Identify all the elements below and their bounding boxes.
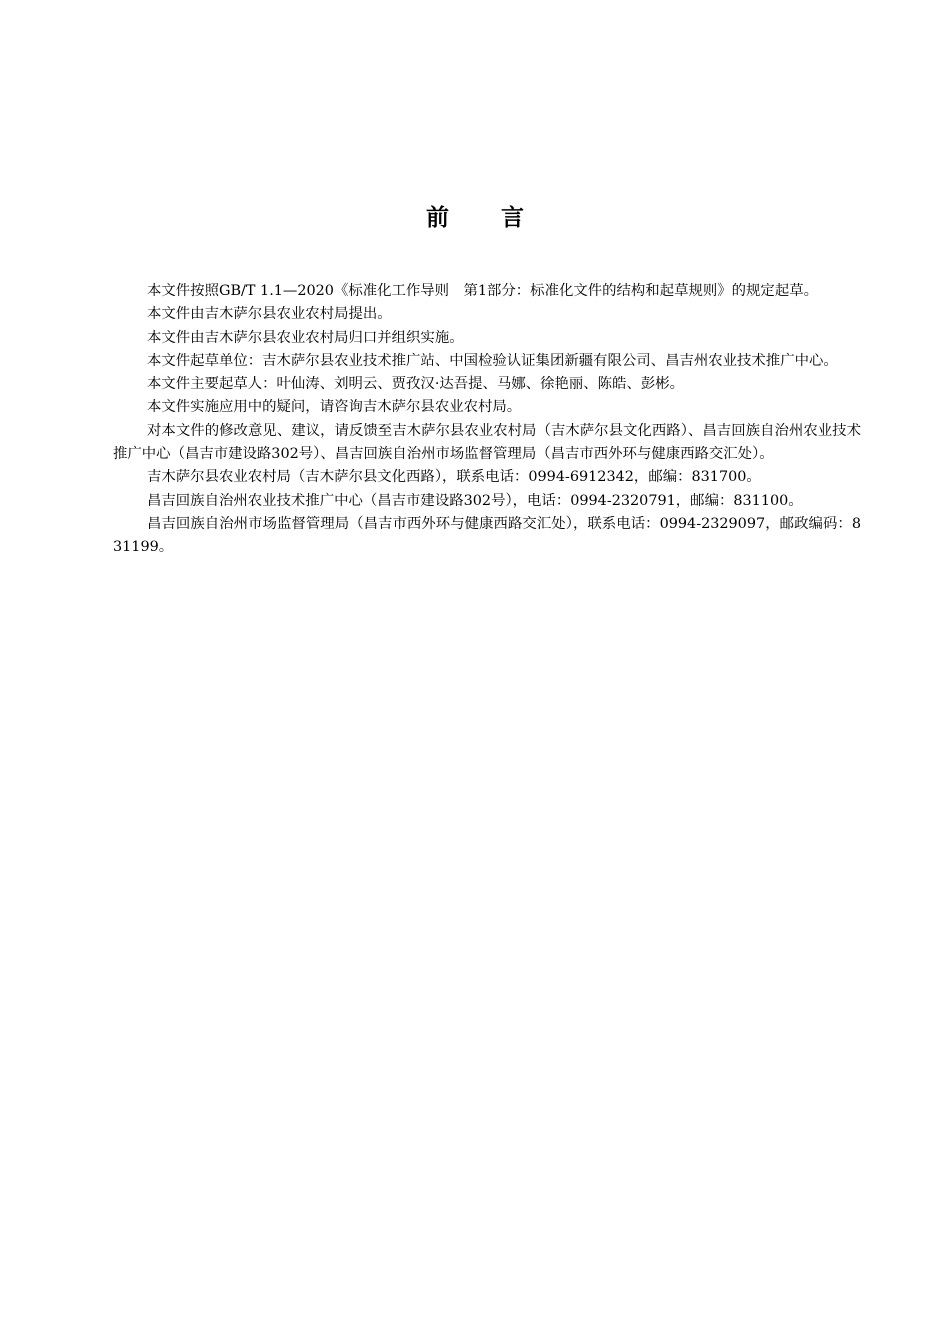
- paragraph-feedback: 对本文件的修改意见、建议，请反馈至吉木萨尔县农业农村局（吉木萨尔县文化西路）、昌吉回族自治州农业技术推广中心（昌吉市建设路302号）、昌吉回族自治州市场监督管理局（昌吉市西外环与健康西路交汇处）。: [113, 422, 861, 463]
- paragraph-inquiries: 本文件实施应用中的疑问，请咨询吉木萨尔县农业农村局。: [147, 399, 522, 416]
- foreword-body: [113, 280, 861, 560]
- paragraph-contact-market-bureau: 昌吉回族自治州市场监督管理局（昌吉市西外环与健康西路交汇处），联系电话：0994-2329097，邮政编码：831199。: [113, 515, 861, 556]
- paragraph-contact-prefecture-center: 昌吉回族自治州农业技术推广中心（昌吉市建设路302号），电话：0994-2320791，邮编：831100。: [147, 492, 803, 509]
- paragraph-drafting-basis: 本文件按照GB/T 1.1—2020《标准化工作导则 第1部分：标准化文件的结构和起草规则》的规定起草。: [147, 283, 818, 299]
- paragraph-proposer: 本文件由吉木萨尔县农业农村局提出。: [147, 306, 392, 323]
- paragraph-administrator: 本文件由吉木萨尔县农业农村局归口并组织实施。: [147, 329, 464, 346]
- page-title: 前言: [426, 205, 576, 231]
- paragraph-contact-county-bureau: 吉木萨尔县农业农村局（吉木萨尔县文化西路），联系电话：0994-6912342，邮编：831700。: [147, 469, 761, 486]
- paragraph-drafters: 本文件主要起草人：叶仙涛、刘明云、贾孜汉·达吾提、马娜、徐艳丽、陈皓、彭彬。: [147, 376, 685, 393]
- paragraph-drafting-units: 本文件起草单位：吉木萨尔县农业技术推广站、中国检验认证集团新疆有限公司、昌吉州农业技术推广中心。: [147, 352, 838, 369]
